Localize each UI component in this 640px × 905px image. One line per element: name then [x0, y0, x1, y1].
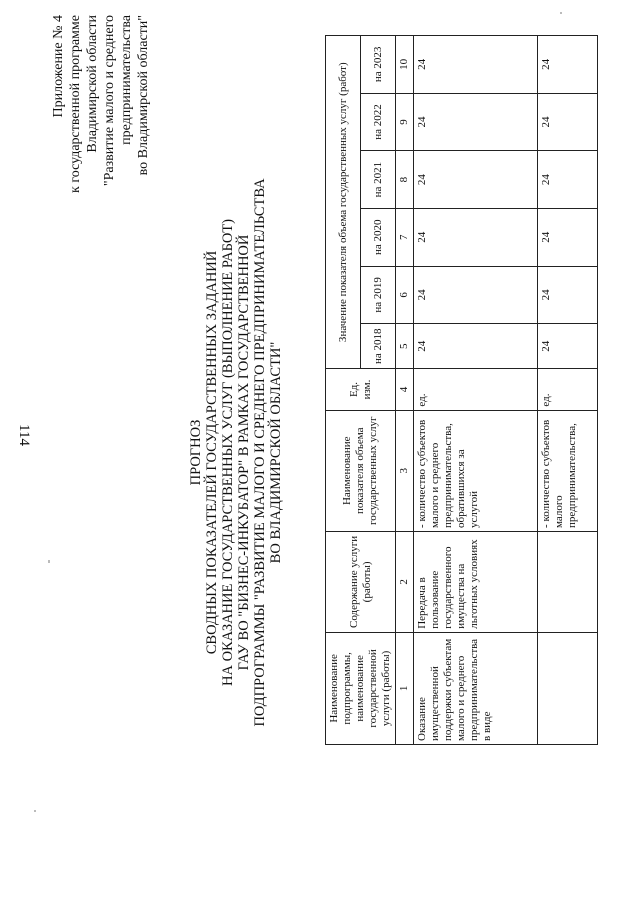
cell-value: 24	[414, 324, 538, 369]
title-line: ГАУ ВО "БИЗНЕС-ИНКУБАТОР" В РАМКАХ ГОСУДАРСТВЕННОЙ	[236, 234, 252, 671]
column-number: 5	[396, 324, 414, 369]
header-year: на 2018	[361, 324, 396, 369]
header-content: Содержание услуги (работы)	[326, 531, 396, 632]
cell-value: 24	[538, 93, 598, 151]
header-subprogram: Наименование подпрограммы, наименование государственной услуги (работы)	[326, 632, 396, 744]
column-number: 3	[396, 410, 414, 531]
cell-indicator: - количество субъектов малого предпринимательства,	[538, 410, 598, 531]
cell-value: 24	[414, 208, 538, 266]
cell-value: 24	[414, 151, 538, 209]
annex-line: Приложение № 4	[51, 15, 66, 118]
title-line: ПОДПРОГРАММЫ "РАЗВИТИЕ МАЛОГО И СРЕДНЕГО ПРЕДПРИНИМАТЕЛЬСТВА	[252, 178, 268, 727]
table-row	[538, 36, 598, 745]
annex-block	[50, 15, 152, 315]
annex-line: Владимирской области	[85, 15, 100, 153]
cell-unit: ед.	[538, 369, 598, 410]
cell-content: Передача в пользование государственного имущества на льготных условиях	[414, 531, 538, 632]
cell-value: 24	[538, 208, 598, 266]
header-unit: Ед. изм.	[326, 369, 396, 410]
header-year: на 2019	[361, 266, 396, 324]
table-header-row	[326, 36, 361, 745]
cell-value: 24	[538, 36, 598, 94]
cell-value: 24	[538, 324, 598, 369]
column-number: 9	[396, 93, 414, 151]
cell-value: 24	[538, 266, 598, 324]
column-number: 1	[396, 632, 414, 744]
column-number: 2	[396, 531, 414, 632]
column-number: 10	[396, 36, 414, 94]
annex-line: во Владимирской области"	[136, 15, 151, 176]
column-number: 6	[396, 266, 414, 324]
document-title	[188, 0, 284, 905]
annex-line: предпринимательства	[119, 15, 134, 145]
cell-unit: ед.	[414, 369, 538, 410]
cell-value: 24	[414, 36, 538, 94]
title-line: ВО ВЛАДИМИРСКОЙ ОБЛАСТИ"	[268, 341, 284, 564]
cell-subprogram	[538, 632, 598, 744]
header-year: на 2021	[361, 151, 396, 209]
column-number: 7	[396, 208, 414, 266]
title-line: СВОДНЫХ ПОКАЗАТЕЛЕЙ ГОСУДАРСТВЕННЫХ ЗАДАНИЙ	[204, 250, 220, 655]
header-year: на 2023	[361, 36, 396, 94]
cell-subprogram: Оказание имущественной поддержки субъектам малого и среднего предпринимательства в виде	[414, 632, 538, 744]
title-line: ПРОГНОЗ	[188, 419, 204, 486]
header-indicator: Наименование показателя объема государственных услуг	[326, 410, 396, 531]
header-year: на 2022	[361, 93, 396, 151]
table-row	[414, 36, 538, 745]
cell-value: 24	[414, 266, 538, 324]
cell-value: 24	[414, 93, 538, 151]
cell-content	[538, 531, 598, 632]
header-value-group: Значение показателя объема государственных услуг (работ)	[326, 36, 361, 369]
indicators-table	[325, 35, 598, 745]
title-line: НА ОКАЗАНИЕ ГОСУДАРСТВЕННЫХ УСЛУГ (ВЫПОЛНЕНИЕ РАБОТ)	[220, 219, 236, 686]
annex-line: к государственной программе	[68, 15, 83, 193]
cell-indicator: - количество субъектов малого и среднего предпринимательства, обратившихся за услугой	[414, 410, 538, 531]
header-year: на 2020	[361, 208, 396, 266]
column-number: 8	[396, 151, 414, 209]
page-number: 114	[16, 424, 32, 446]
column-number-row	[396, 36, 414, 745]
annex-line: "Развитие малого и среднего	[102, 15, 117, 187]
column-number: 4	[396, 369, 414, 410]
cell-value: 24	[538, 151, 598, 209]
